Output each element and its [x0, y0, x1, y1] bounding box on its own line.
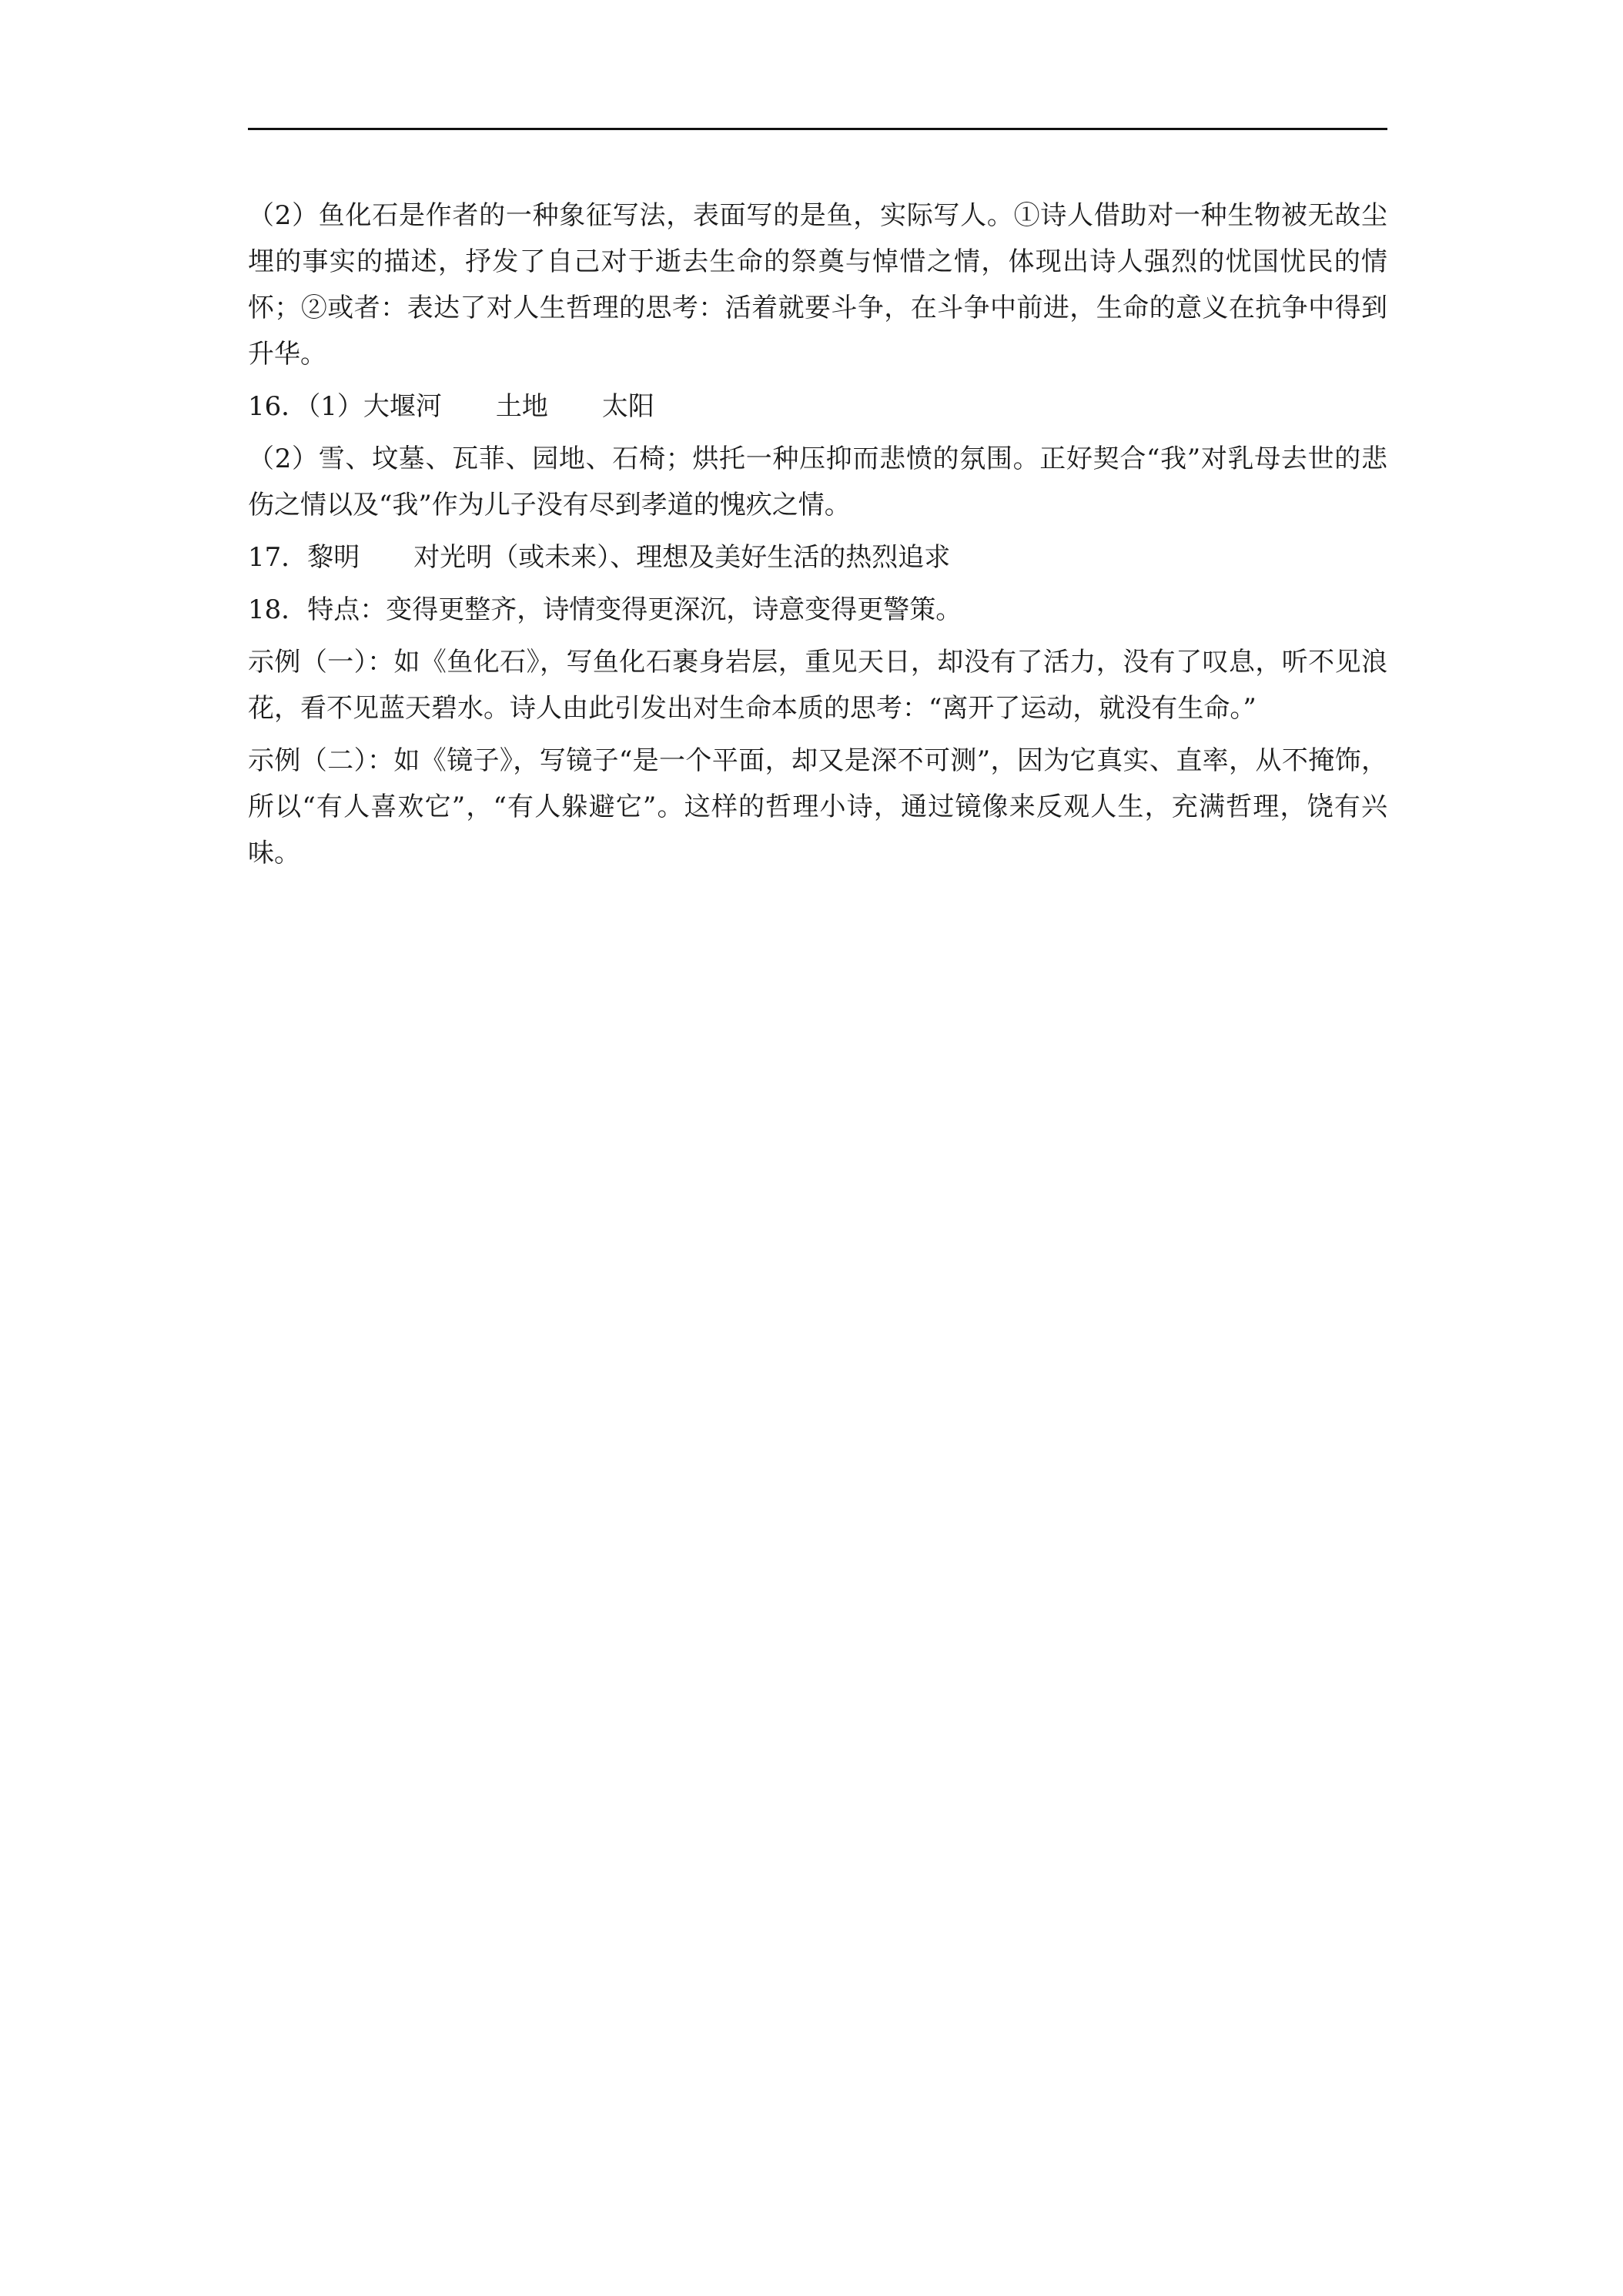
answer-content: [248, 192, 1387, 882]
answer-15-2: （2）鱼化石是作者的一种象征写法，表面写的是鱼，实际写人。①诗人借助对一种生物被无故尘埋的事实的描述，抒发了自己对于逝去生命的祭奠与悼惜之情，体现出诗人强烈的忧国忧民的情怀；②或者：表达了对人生哲理的思考：活着就要斗争，在斗争中前进，生命的意义在抗争中得到升华。: [248, 200, 1387, 370]
answer-16-1-a: 土地: [495, 391, 548, 422]
header-rule: [248, 128, 1387, 130]
example-1: 示例（一）：如《鱼化石》，写鱼化石裹身岩层，重见天日，却没有了活力，没有了叹息，听不见浪花，看不见蓝天碧水。诗人由此引发出对生命本质的思考：“离开了运动，就没有生命。”: [248, 647, 1387, 724]
example-2: 示例（二）：如《镜子》，写镜子“是一个平面，却又是深不可测”，因为它真实、直率，从不掩饰，所以“有人喜欢它”，“有人躲避它”。这样的哲理小诗，通过镜像来反观人生，充满哲理，饶有兴味。: [248, 745, 1387, 869]
answer-16-1: [248, 383, 1387, 430]
answer-18: 18．特点：变得更整齐，诗情变得更深沉，诗意变得更警策。: [248, 594, 962, 625]
answer-16-1-b: 太阳: [601, 391, 654, 422]
answer-17-prefix: 17．黎明: [248, 542, 360, 573]
answer-16-1-prefix: 16．（1）大堰河: [248, 391, 442, 422]
answer-17: [248, 534, 1387, 581]
answer-17-rest: 对光明（或未来）、理想及美好生活的热烈追求: [413, 542, 951, 573]
answer-16-2: （2）雪、坟墓、瓦菲、园地、石椅；烘托一种压抑而悲愤的氛围。正好契合“我”对乳母去世的悲伤之情以及“我”作为儿子没有尽到孝道的愧疚之情。: [248, 443, 1387, 520]
